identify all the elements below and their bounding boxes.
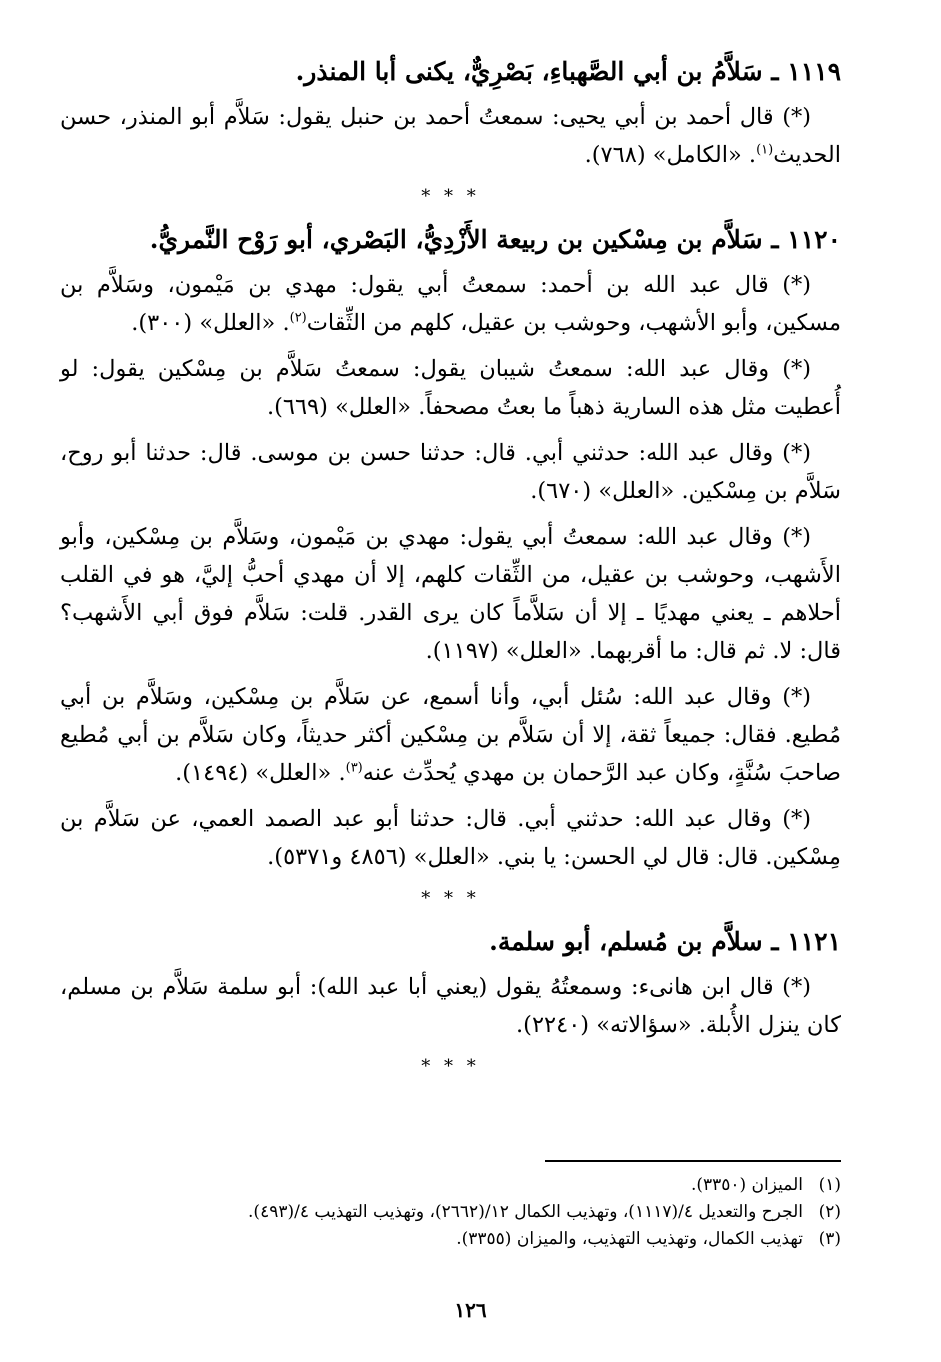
- entry-heading-1121: ١١٢١ ـ سلاَّم بن مُسلم، أبو سلمة.: [489, 927, 841, 956]
- footnote-item: (١)الميزان (٣٣٥٠).: [690, 1175, 841, 1195]
- entry-paragraph: (*) وقال عبد الله: حدثني أبي. قال: حدثنا أبو عبد الصمد العمي، عن سَلاَّم بن مِسْكين. قال: قال لي الحسن: يا بني. «العلل» (٤٨٥٦ و٥٣٧١).: [60, 806, 841, 870]
- section-separator: * * *: [421, 1056, 480, 1077]
- entry-heading-1120: ١١٢٠ ـ سَلاَّم بن مِسْكين بن ربيعة الأَزْدِيُّ، البَصْري، أبو رَوْح النَّمريُّ.: [149, 225, 841, 254]
- footnote-marker: (٣): [345, 760, 363, 776]
- entry-paragraph: (*) وقال عبد الله: حدثني أبي. قال: حدثنا حسن بن موسى. قال: حدثنا أبو روح، سَلاَّم بن مِسْكين. «العلل» (٦٧٠).: [60, 440, 841, 504]
- main-text: [60, 52, 841, 1090]
- footnote-item: (٢)الجرح والتعديل ٤/(١١١٧)، وتهذيب الكمال ١٢/(٢٦٦٢)، وتهذيب التهذيب ٤/(٤٩٣).: [248, 1202, 841, 1222]
- entry-paragraph: (*) وقال عبد الله: سُئل أبي، وأنا أسمع، عن سَلاَّم بن مِسْكين، وسَلاَّم بن أبي مُطيع. فقال: جميعاً ثقة، إلا أن سَلاَّم بن مِسْكين أكثر حديثاً، وكان سَلاَّم بن أبي مُطيع صاحبَ سُنَّةٍ، وكان عبد الرَّحمان بن مهدي يُحدِّث عنه$^{(٣)}$. «العلل» (١٤٩٤).: [60, 684, 841, 786]
- footnote-marker: (٢): [289, 310, 307, 326]
- entry-paragraph: (*) وقال عبد الله: سمعتُ أبي يقول: مهدي بن مَيْمون، وسَلاَّم بن مِسْكين، وأبو الأَشهب، وحوشب بن عقيل، من الثِّقات كلهم، إلا أن مهدي أحبُّ إليَّ، هو في القلب أحلاهم ـ يعني مهديًا ـ إلا أن سَلاَّماً كان يرى القدر. قلت: سَلاَّم فوق أبي الأَشهب؟ قال: لا. ثم قال: ما أقربهما. «العلل» (١١٩٧).: [60, 524, 841, 664]
- entry-heading-1119: ١١١٩ ـ سَلاَّمُ بن أبي الصَّهباءِ، بَصْرِيٌّ، يكنى أبا المنذر.: [295, 57, 841, 86]
- entry-paragraph: (*) وقال عبد الله: سمعتُ شيبان يقول: سمعتُ سَلاَّم بن مِسْكين يقول: لو أُعطيت مثل هذه السارية ذهباً ما بعتُ مصحفاً. «العلل» (٦٦٩).: [60, 356, 841, 420]
- section-separator: * * *: [421, 888, 480, 909]
- entry-paragraph: (*) قال ابن هانىء: وسمعتُهُ يقول (يعني أبا عبد الله): أبو سلمة سَلاَّم بن مسلم، كان ينزل الأُبلة. «سؤالاته» (٢٢٤٠).: [60, 974, 841, 1038]
- entry-paragraph: (*) قال عبد الله بن أحمد: سمعتُ أبي يقول: مهدي بن مَيْمون، وسَلاَّم بن مسكين، وأبو الأشهب، وحوشب بن عقيل، كلهم من الثِّقات$^{(٢)}$. «العلل» (٣٠٠).: [60, 272, 841, 336]
- footnote-divider: [545, 1160, 841, 1162]
- footnote-marker: (١): [756, 142, 774, 158]
- footnotes: [60, 1172, 841, 1253]
- footnote-item: (٣)تهذيب الكمال، وتهذيب التهذيب، والميزان (٣٣٥٥).: [456, 1229, 841, 1249]
- section-separator: * * *: [421, 186, 480, 207]
- page-number: ١٢٦: [454, 1298, 487, 1322]
- entry-paragraph: (*) قال أحمد بن أبي يحيى: سمعتُ أحمد بن حنبل يقول: سَلاَّم أبو المنذر، حسن الحديث$^{(١)}$. «الكامل» (٧٦٨).: [60, 104, 841, 168]
